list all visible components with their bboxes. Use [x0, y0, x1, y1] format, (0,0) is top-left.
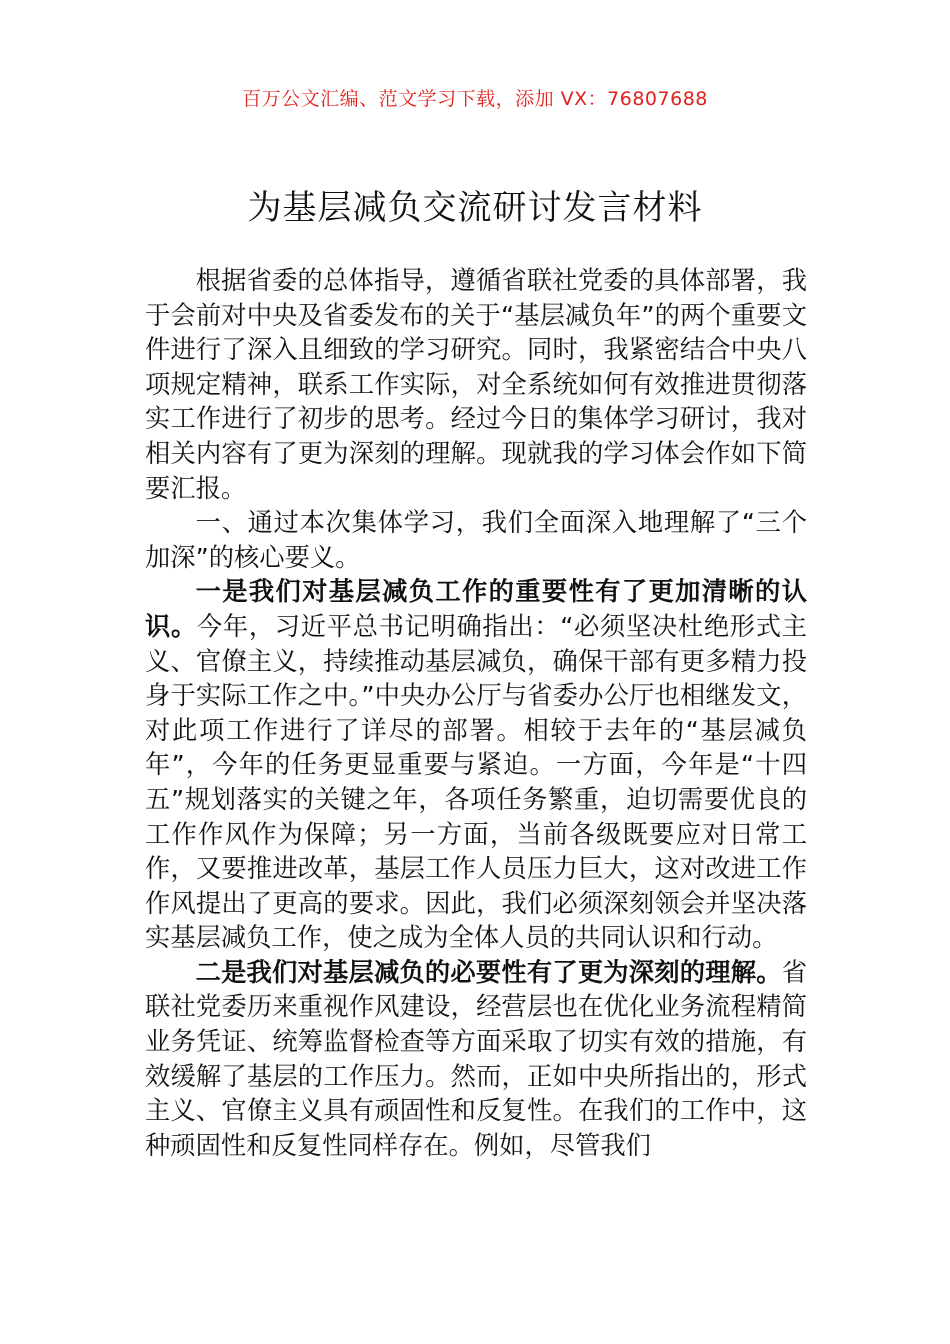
paragraph-text: 省联社党委历来重视作风建设，经营层也在优化业务流程精简业务凭证、统筹监督检查等方面采取了切实有效的措施，有效缓解了基层的工作压力。然而，正如中央所指出的，形式主义、官僚主义具有顽固性和反复性。在我们的工作中，这种顽固性和反复性同样存在。例如，尽管我们 [145, 957, 807, 1160]
paragraph-intro [145, 264, 807, 506]
paragraph-text: 根据省委的总体指导，遵循省联社党委的具体部署，我于会前对中央及省委发布的关于“基层减负年”的两个重要文件进行了深入且细致的学习研究。同时，我紧密结合中央八项规定精神，联系工作实际，对全系统如何有效推进贯彻落实工作进行了初步的思考。经过今日的集体学习研讨，我对相关内容有了更为深刻的理解。现就我的学习体会作如下简要汇报。 [145, 266, 807, 503]
document-body [145, 264, 807, 1163]
paragraph-section-heading [145, 506, 807, 575]
header-note: 百万公文汇编、范文学习下载，添加 VX：76807688 [242, 88, 708, 110]
paragraph-text: 一、通过本次集体学习，我们全面深入地理解了“三个加深”的核心要义。 [145, 508, 807, 572]
paragraph-lead: 二是我们对基层减负的必要性有了更为深刻的理解。 [195, 957, 782, 987]
document-title: 为基层减负交流研讨发言材料 [247, 188, 703, 228]
paragraph-point-one [145, 575, 807, 956]
paragraph-lead: 一是我们对基层减负工作的重要性有了更加清晰的认识。 [145, 577, 807, 641]
paragraph-point-two [145, 956, 807, 1164]
paragraph-text: 今年，习近平总书记明确指出：“必须坚决杜绝形式主义、官僚主义，持续推动基层减负，确保干部有更多精力投身于实际工作之中。”中央办公厅与省委办公厅也相继发文，对此项工作进行了详尽的部署。相较于去年的“基层减负年”，今年的任务更显重要与紧迫。一方面，今年是“十四五”规划落实的关键之年，各项任务繁重，迫切需要优良的工作作风作为保障；另一方面，当前各级既要应对日常工作，又要推进改革，基层工作人员压力巨大，这对改进工作作风提出了更高的要求。因此，我们必须深刻领会并坚决落实基层减负工作，使之成为全体人员的共同认识和行动。 [145, 611, 807, 953]
